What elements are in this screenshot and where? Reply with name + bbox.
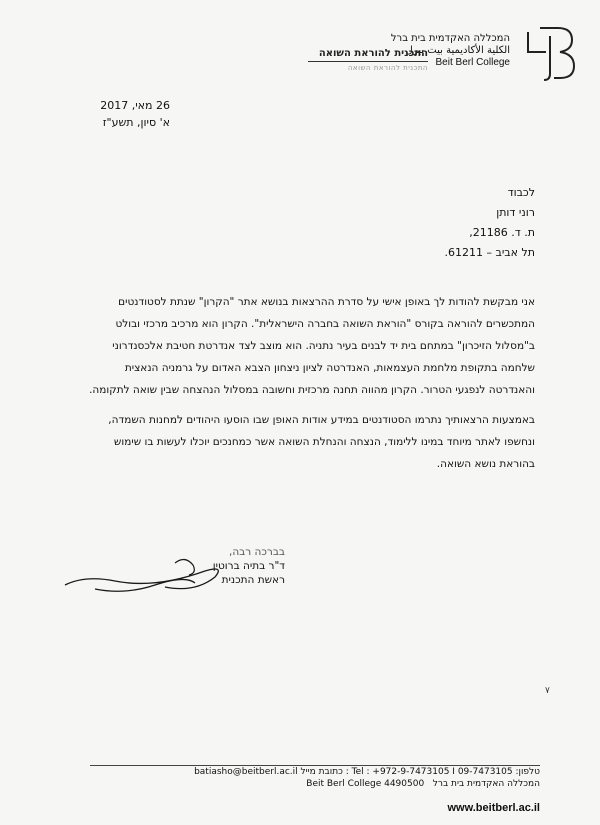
recipient-name: רוני דותן (496, 206, 535, 219)
footer-address-he: המכללה האקדמית בית ברל (432, 779, 540, 789)
footer-email-label: כתובת מייל (300, 767, 343, 777)
signature-name: ד"ר בתיה ברוטין (212, 560, 285, 572)
footer-phone: Tel : +972-9-7473105 I 09-7473105 (351, 767, 513, 777)
letter-footer (90, 766, 540, 814)
program-divider (308, 61, 428, 62)
beit-berl-logo-icon (520, 22, 580, 82)
college-name-hebrew: המכללה האקדמית בית ברל (390, 33, 510, 44)
date-hebrew: א' סיון, תשע"ז (102, 116, 170, 129)
footer-phone-label: טלפון: (515, 767, 540, 777)
signature-block (55, 545, 285, 615)
recipient-salutation: לכבוד (507, 186, 535, 199)
body-paragraph-1: אני מבקשת להודות לך באופן אישי על סדרת ההרצאות בנושא אתר "הקרון" שנתת לסטודנטים המתכשרים להוראה בקורס "הוראת השואה בחברה הישראלית". הקרון הוא מרכיב מרכזי ובולט ב"מסלול הזיכרון" במתחם בית יד לבנים בעיר נתניה. הוא מוצב לצד אנדרטת חטיבת אלכסנדרוני שלחמה בתקופת מלחמת העצמאות, האנדרטה לציון ניצחון הצבא האדום על גרמניה הנאצית והאנדרטה לנפגעי הטרור. הקרון מהווה תחנה מרכזית וחשובה במסלול הנהצחה שבין שואה לתקומה. (89, 296, 535, 396)
footer-contact-row: batiasho@beitberl.ac.il כתובת מייל : Tel : +972-9-7473105 I 09-7473105 טלפון: (194, 767, 540, 777)
date-gregorian: 26 מאי, 2017 (100, 99, 170, 112)
letter-body (85, 291, 535, 483)
footer-website-link[interactable]: www.beitberl.ac.il (447, 802, 540, 814)
margin-checkmark: ٧ (545, 686, 550, 696)
recipient-address (444, 183, 535, 263)
footer-address-row (90, 778, 540, 790)
program-subtitle: התכנית להוראת השואה (347, 64, 428, 72)
recipient-city: תל אביב – 61211. (444, 246, 535, 259)
footer-address-en: Beit Berl College 4490500 (306, 779, 425, 789)
program-name: התכנית להוראת השואה (318, 48, 428, 59)
signature-closing: בברכה רבה, (228, 546, 285, 558)
college-name-english: Beit Berl College (435, 57, 510, 68)
signature-role: ראשת התכנית (221, 574, 285, 586)
signature-text (213, 545, 285, 587)
college-name-arabic: الكلية الأكاديمية بيت بيرل (405, 45, 510, 56)
letter-date (80, 97, 170, 131)
recipient-po-box: ת. ד. 21186, (469, 226, 535, 239)
program-header (308, 48, 428, 72)
footer-email[interactable]: batiasho@beitberl.ac.il (194, 767, 298, 777)
body-paragraph-2: באמצעות הרצאותיך נתרמו הסטודנטים במידע אודות האופן שבו הוסעו היהודים למחנות השמדה, ונחשפו לאתר מיוחד במינו ללימוד, הנצחה והנחלת השואה אשר כמחנכים יוכלו לעשות בו שימוש בהוראת נושא השואה. (108, 414, 535, 470)
